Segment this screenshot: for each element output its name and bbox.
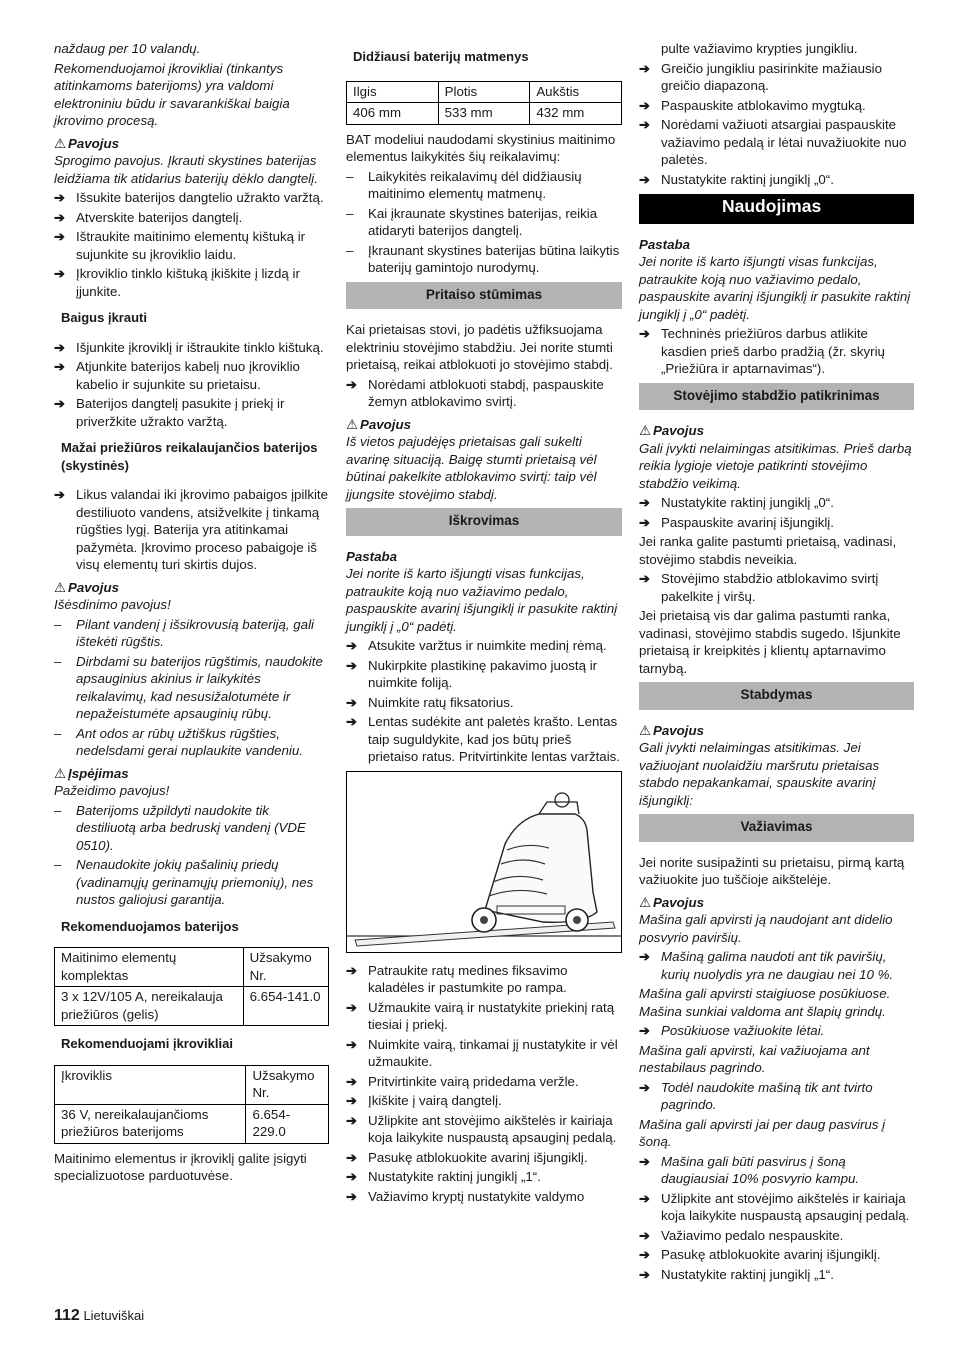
warning-triangle-icon: ⚠ <box>54 135 66 151</box>
bat-requirements <box>346 168 622 277</box>
unload-steps <box>346 637 622 766</box>
drive-off-steps <box>639 60 914 189</box>
danger-heading: ⚠ Pavojus <box>346 416 411 432</box>
batteries-table <box>54 947 329 1026</box>
table-row <box>347 103 622 125</box>
step: ➔ Įkroviklio tinklo kištuką įkiškite į lizdą ir įjunkite. <box>54 265 329 300</box>
danger-text: Iš vietos pajudėjęs prietaisas gali sukelti avarinę situaciją. Baigę stumti prietaisą vėl būtinai pakelkite atblokavimo svirtį: taip vėl įjungsite stovėjimo stabdį. <box>346 434 597 502</box>
steps-after-charging <box>54 339 329 431</box>
machine-ramp-illustration <box>346 771 622 953</box>
brake-release-steps <box>639 570 914 605</box>
step: ➔ Baterijos dangtelį pasukite į priekį ir priveržkite užrakto varžtą. <box>54 395 329 430</box>
step: ➔ Nustatykite raktinį jungiklį „0“. <box>639 494 914 512</box>
step: ➔ Pritvirtinkite vairą pridedama veržle. <box>346 1073 622 1091</box>
brake-check-steps <box>639 494 914 531</box>
table-cell: 432 mm <box>530 103 622 125</box>
table-cell: Įkroviklis <box>55 1065 246 1104</box>
step: ➔ Paspauskite avarinį išjungiklį. <box>639 514 914 532</box>
step: ➔ Norėdami važiuoti atsargiai paspauskite važiavimo pedalą ir lėtai nuvažiuokite nuo paletės. <box>639 116 914 169</box>
table-cell: 3 x 12V/105 A, nereikalauja priežiūros (gelis) <box>55 987 244 1026</box>
warning-text: Mašina gali apvirsti ją naudojant ant didelio posvyrio paviršių. <box>639 912 893 945</box>
step: ➔ Išjunkite įkroviklį ir ištraukite tinklo kištuką. <box>54 339 329 357</box>
page-footer <box>54 1307 144 1325</box>
step: ➔ Nukirpkite plastikinę pakavimo juostą ir nuimkite foliją. <box>346 657 622 692</box>
dash-item: – Nenaudokite jokių pašalinių priedų (vadinamųjų gerinamųjų priemonių), nes nustos galiojusi garantija. <box>54 856 329 909</box>
danger-heading: ⚠ Pavojus <box>639 894 704 910</box>
setup-steps <box>346 962 622 1206</box>
step: ➔ Pasukę atblokuokite avarinį išjungiklį. <box>346 1149 622 1167</box>
step: ➔ Važiavimo kryptį nustatykite valdymo <box>346 1188 622 1206</box>
step: ➔ Ištraukite maitinimo elementų kištuką ir sujunkite su įkroviklio laidu. <box>54 228 329 263</box>
caution-heading: ⚠ Įspėjimas <box>54 765 129 781</box>
push-text: Kai prietaisas stovi, jo padėtis užfiksuojama elektriniu stovėjimo stabdžiu. Jei norite stumti prietaisą, reikai atblokuoti jo stovėjimo stabdį. <box>346 322 613 372</box>
outro-text: Maitinimo elementus ir įkroviklį galite įsigyti specializuotose parduotuvėse. <box>54 1150 307 1183</box>
table-cell: Užsakymo Nr. <box>246 1065 329 1104</box>
section-pushing: Pritaiso stūmimas <box>346 282 622 310</box>
push-steps <box>346 376 622 411</box>
danger-text: Gali įvykti nelaimingas atsitikimas. Prieš darbą reikia lygioje vietoje patikrinti stovėjimo stabdžio veikimą. <box>639 440 912 491</box>
step: ➔ Nustatykite raktinį jungiklį „0“. <box>639 171 914 189</box>
table-cell: 533 mm <box>438 103 530 125</box>
table-cell: Maitinimo elementų komplektas <box>55 948 244 987</box>
dash-item: – Laikykitės reikalavimų dėl didžiausių maitinimo elementų matmenų. <box>346 168 622 203</box>
tipping-warnings <box>639 911 914 1188</box>
intro-text: naždaug per 10 valandų. Rekomenduojamoi įkrovikliai (tinkantys atitinkamoms baterijoms) yra valdomi elektroniniu būdu ir savarankiškai baigia įkrovimo procesą. <box>54 41 290 128</box>
note-text: Jei norite iš karto išjungti visas funkcijas, patraukite koją nuo važiavimo pedalo, paspauskite avarinį išjungiklį ir pasukite raktinį jungiklį į „0“ padėtį. <box>639 254 911 322</box>
heading-low-maintenance: Mažai priežiūros reikalaujančios baterijos (skystinės) <box>61 440 318 473</box>
danger-heading: ⚠ Pavojus <box>54 579 119 595</box>
start-driving-steps <box>639 1190 914 1284</box>
danger-text: Gali įvykti nelaimingas atsitikimas. Jei važiuojant nuolaidžiu maršrutu prietaisas stabdo nepakankamai, spauskite avarinį išjungiklį: <box>639 740 880 808</box>
note-text: Jei norite iš karto išjungti visas funkcijas, patraukite koją nuo važiavimo pedalo, paspauskite avarinį išjungiklį ir pasukite raktinį jungiklį į „0“ padėtį. <box>346 566 618 634</box>
dash-item: – Įkraunant skystines baterijas būtina laikytis baterijų gamintojo nurodymų. <box>346 242 622 277</box>
step: ➔ Lentas sudėkite ant paletės krašto. Lentas taip suguldykite, kad jos būtų prieš prietaiso ratus. Pritvirtinkite lentas varžtais. <box>346 713 622 766</box>
warning-text: Mašina gali apvirsti staigiuose posūkiuose. Mašina sunkiai valdoma ant šlapių grindų. <box>639 986 891 1019</box>
step: ➔ Atverskite baterijos dangtelį. <box>54 209 329 227</box>
steps-charging <box>54 189 329 300</box>
warning-triangle-icon: ⚠ <box>639 423 651 438</box>
table-row <box>55 1104 329 1143</box>
heading-battery-dimensions: Didžiausi baterijų matmenys <box>353 49 529 64</box>
warning-text: Mašina gali apvirsti jai per daug pasvirus į šoną. <box>639 1116 886 1149</box>
column-1 <box>54 40 329 1187</box>
section-driving: Važiavimas <box>639 814 914 842</box>
column-3 <box>639 40 914 1285</box>
dash-item: – Kai įkraunate skystines baterijas, reikia atidaryti baterijos dangtelį. <box>346 205 622 240</box>
dimensions-table <box>346 81 622 125</box>
note-heading: Pastaba <box>639 236 690 252</box>
step: ➔ Stovėjimo stabdžio atblokavimo svirtį pakelkite į viršų. <box>639 570 914 605</box>
chargers-table <box>54 1065 329 1144</box>
heading-charging-done: Baigus įkrauti <box>61 310 147 325</box>
maintenance-steps <box>639 325 914 378</box>
machine-illustration-svg <box>347 772 621 952</box>
warning-text: Mašina gali apvirsti, kai važiuojama ant nestabilaus pagrindo. <box>639 1042 870 1075</box>
step: ➔ Norėdami atblokuoti stabdį, paspauskite žemyn atblokavimo svirtį. <box>346 376 622 411</box>
warning-triangle-icon: ⚠ <box>346 416 358 432</box>
step: ➔ Likus valandai iki įkrovimo pabaigos įpilkite destiliuoto vandens, atsižvelkite į tinkamą rūgšties lygį. Baterija yra atitinkamai pažymėta. Įkrovimo proceso pabaigoje iš visų elementų turi skirtis dujos. <box>54 486 329 574</box>
dash-item: – Baterijoms užpildyti naudokite tik destiliuotą arba bedruskį vandenį (VDE 0510). <box>54 802 329 855</box>
step: ➔ Mašiną galima naudoti ant tik paviršių, kurių nuolydis yra ne daugiau nei 10 %. <box>639 948 914 983</box>
table-cell: Ilgis <box>347 81 439 103</box>
step: ➔ Nuimkite vairą, tinkamai jį nustatykite ir vėl užmaukite. <box>346 1036 622 1071</box>
note-heading: Pastaba <box>346 548 397 564</box>
step: ➔ Pasukę atblokuokite avarinį išjungiklį. <box>639 1246 914 1264</box>
footer-language: Lietuviškai <box>83 1308 145 1323</box>
step: ➔ Nustatykite raktinį jungiklį „1“. <box>346 1168 622 1186</box>
brake-check-text: Jei ranka galite pastumti prietaisą, vadinasi, stovėjimo stabdis neveikia. <box>639 534 897 567</box>
step: ➔ Greičio jungikliu pasirinkite mažiausio greičio diapazoną. <box>639 60 914 95</box>
danger-heading: ⚠ Pavojus <box>639 722 704 738</box>
danger-text: Išėsdinimo pavojus! <box>54 597 171 612</box>
warning-triangle-icon: ⚠ <box>54 765 66 781</box>
step: ➔ Užmaukite vairą ir nustatykite priekinį ratą tiesiai į priekį. <box>346 999 622 1034</box>
steps-low-maintenance <box>54 486 329 574</box>
warning-triangle-icon: ⚠ <box>639 894 651 910</box>
table-cell: Aukštis <box>530 81 622 103</box>
step: ➔ Įkiškite į vairą dangtelį. <box>346 1092 622 1110</box>
driving-text: Jei norite susipažinti su prietaisu, pirmą kartą važiuokite juo tuščioje aikštelėje. <box>639 854 905 887</box>
step: ➔ Užlipkite ant stovėjimo aikštelės ir kairiaja koja laikykite nuspaustą apsauginį pedalą. <box>639 1190 914 1225</box>
dash-item: – Pilant vandenį į išsikrovusią bateriją, gali ištekėti rūgštis. <box>54 616 329 651</box>
danger-text: Sprogimo pavojus. Įkrauti skystines baterijas leidžiama tik atidarius baterijų dėklo dangtelį. <box>54 153 318 186</box>
table-row <box>55 948 329 987</box>
danger-heading: ⚠ Pavojus <box>54 135 119 151</box>
step: ➔ Užlipkite ant stovėjimo aikštelės ir kairiaja koja laikykite nuspaustą apsauginį pedalą. <box>346 1112 622 1147</box>
step: ➔ Techninės priežiūros darbus atlikite kasdien prieš darbo pradžią (žr. skyrių „Priežiūra ir aptarnavimas“). <box>639 325 914 378</box>
section-braking: Stabdymas <box>639 682 914 710</box>
step: ➔ Atsukite varžtus ir nuimkite medinį rėmą. <box>346 637 622 655</box>
section-unloading: Iškrovimas <box>346 508 622 536</box>
step: ➔ Važiavimo pedalo nespauskite. <box>639 1227 914 1245</box>
brake-fault-text: Jei prietaisą vis dar galima pastumti ranka, vadinasi, stovėjimo stabdis sugedo. Išjunkite prietaisą ir kreipkitės į klientų aptarnavimo tarnybą. <box>639 608 901 676</box>
section-parking-brake-check: Stovėjimo stabdžio patikrinimas <box>639 383 914 411</box>
step: ➔ Nuimkite ratų fiksatorius. <box>346 694 622 712</box>
warning-triangle-icon: ⚠ <box>639 722 651 738</box>
caution-list <box>54 802 329 909</box>
table-cell: Plotis <box>438 81 530 103</box>
step: ➔ Išsukite baterijos dangtelio užrakto varžtą. <box>54 189 329 207</box>
dash-item: – Dirbdami su baterijos rūgštimis, naudokite apsauginius akinius ir laikykitės reikalavimų, kad nesusižalotumėte ir nepažeistumėte apsauginių rūbų. <box>54 653 329 723</box>
section-usage: Naudojimas <box>639 194 914 224</box>
danger-list <box>54 616 329 760</box>
step: ➔ Patraukite ratų medines fiksavimo kaladėles ir pastumkite po rampa. <box>346 962 622 997</box>
warning-triangle-icon: ⚠ <box>54 579 66 595</box>
step: ➔ Atjunkite baterijos kabelį nuo įkroviklio kabelio ir sujunkite su prietaisu. <box>54 358 329 393</box>
step: ➔ Paspauskite atblokavimo mygtuką. <box>639 97 914 115</box>
step: ➔ Todėl naudokite mašiną tik ant tvirto pagrindo. <box>639 1079 914 1114</box>
table-cell: 6.654-229.0 <box>246 1104 329 1143</box>
heading-recommended-chargers: Rekomenduojami įkrovikliai <box>61 1036 233 1051</box>
step: ➔ Mašina gali būti pasvirus į šoną daugiausiai 10% posvyrio kampu. <box>639 1153 914 1188</box>
column-2 <box>346 40 622 1207</box>
page-number: 112 <box>54 1307 80 1324</box>
table-row <box>347 81 622 103</box>
step: ➔ Posūkiuose važiuokite lėtai. <box>639 1022 914 1040</box>
table-cell: 6.654-141.0 <box>243 987 328 1026</box>
danger-heading: ⚠ Pavojus <box>639 423 704 438</box>
caution-text: Pažeidimo pavojus! <box>54 783 170 798</box>
table-row <box>55 1065 329 1104</box>
heading-recommended-batteries: Rekomenduojamos baterijos <box>61 918 239 934</box>
table-cell: 406 mm <box>347 103 439 125</box>
dash-item: – Ant odos ar rūbų užtiškus rūgšties, nedelsdami gerai nuplaukite vandeniu. <box>54 725 329 760</box>
bat-text: BAT modeliui naudodami skystinius maitinimo elementus laikykitės šių reikalavimų: <box>346 131 616 164</box>
step: ➔ Nustatykite raktinį jungiklį „1“. <box>639 1266 914 1284</box>
table-cell: 36 V, nereikalaujančioms priežiūros baterijoms <box>55 1104 246 1143</box>
table-row <box>55 987 329 1026</box>
table-cell: Užsakymo Nr. <box>243 948 328 987</box>
continued-text: pulte važiavimo krypties jungikliu. <box>661 41 858 56</box>
